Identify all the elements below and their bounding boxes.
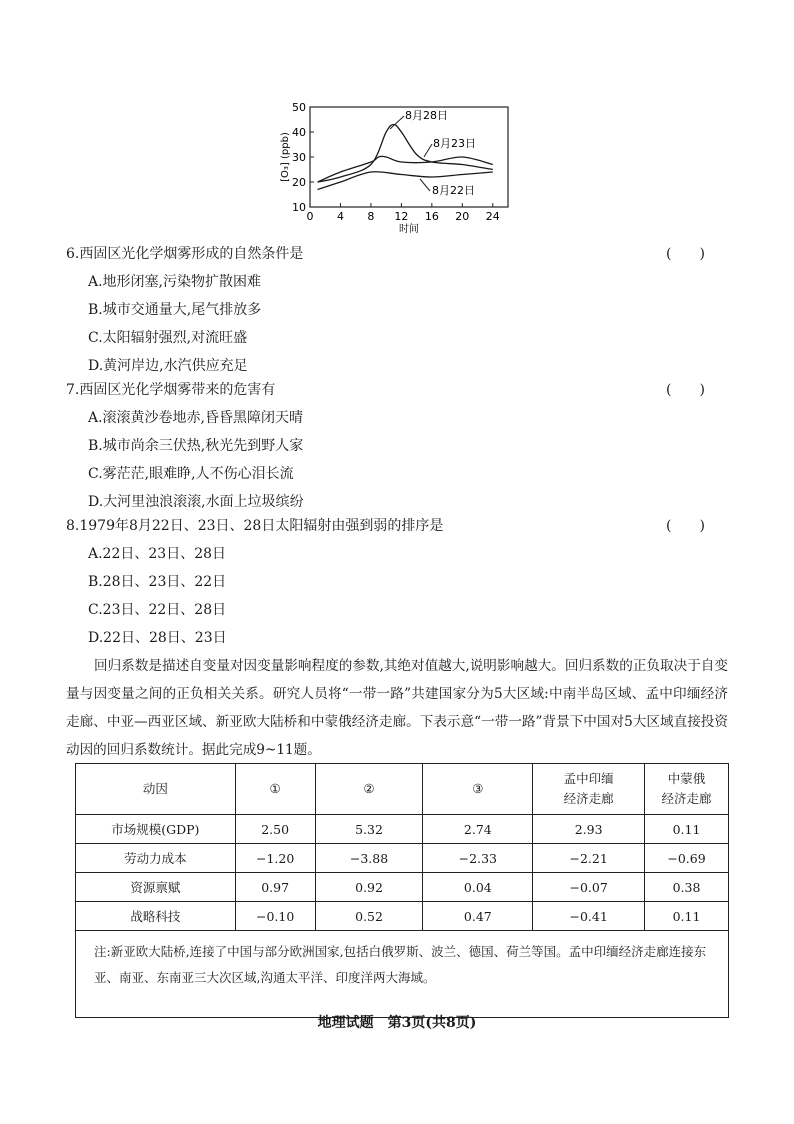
intro-text: 回归系数是描述自变量对因变量影响程度的参数,其绝对值越大,说明影响越大。回归系数的正负取决于自变量与因变量之间的正负相关关系。研究人员将“一带一路”共建国家分为5大区域:中南半岛区域、孟中印缅经济走廊、中亚—西亚区域、新亚欧大陆桥和中蒙俄经济走廊。下表示意“一带一路”背景下中国对5大区域直接投资动因的回归系数统计。据此完成9~11题。	[66, 658, 728, 758]
answer-paren: ( )	[666, 246, 705, 262]
table-cell: 0.47	[423, 902, 533, 931]
table-header-cell: ①	[235, 764, 315, 815]
answer-paren: ( )	[666, 382, 705, 398]
table-cell: 0.97	[235, 873, 315, 902]
table-row	[76, 844, 729, 873]
y-tick-label: 40	[292, 126, 306, 139]
question-8-stem	[66, 516, 705, 536]
question-6-option-B: B.城市交通量大,尾气排放多	[88, 302, 262, 318]
table-cell: 0.38	[645, 873, 729, 902]
x-tick-label: 24	[485, 210, 500, 223]
table-cell: −1.20	[235, 844, 315, 873]
question-7-stem	[66, 380, 705, 400]
question-7-option-B: B.城市尚余三伏热,秋光先到野人家	[88, 438, 304, 454]
question-7-option-A: A.滚滚黄沙卷地赤,昏昏黑障闭天晴	[88, 410, 304, 426]
table-cell: −3.88	[315, 844, 423, 873]
question-6-option-A: A.地形闭塞,污染物扩散困难	[88, 274, 262, 290]
question-stem-text: 8.1979年8月22日、23日、28日太阳辐射由强到弱的排序是	[66, 518, 444, 534]
table-row	[76, 902, 729, 931]
table-cell: −2.33	[423, 844, 533, 873]
x-tick-label: 0	[306, 210, 314, 223]
table-cell: −0.69	[645, 844, 729, 873]
table-cell: 市场规模(GDP)	[76, 815, 236, 844]
table-cell: −0.41	[533, 902, 645, 931]
question-6-option-D: D.黄河岸边,水汽供应充足	[88, 358, 248, 374]
label-aug23-leader	[424, 144, 432, 157]
label-aug22-leader	[420, 179, 430, 191]
answer-paren: ( )	[666, 518, 705, 534]
question-8-option-B: B.28日、23日、22日	[88, 574, 227, 590]
x-axis-label: 时间	[399, 224, 419, 235]
x-tick-label: 8	[367, 210, 375, 223]
table-cell: 0.92	[315, 873, 423, 902]
table-cell: 0.04	[423, 873, 533, 902]
table-note: 注:新亚欧大陆桥,连接了中国与部分欧洲国家,包括白俄罗斯、波兰、德国、荷兰等国。孟中印缅经济走廊连接东亚、南亚、东南亚三大次区域,沟通太平洋、印度洋两大海域。	[76, 931, 729, 1018]
ozone-chart	[262, 95, 522, 235]
question-8-option-A: A.22日、23日、28日	[88, 546, 227, 562]
question-6-stem	[66, 244, 705, 264]
table-header-cell: 孟中印缅 经济走廊	[533, 764, 645, 815]
table-cell: 资源禀赋	[76, 873, 236, 902]
regression-table	[75, 763, 729, 1018]
y-axis-label: [O₃] (ppb)	[280, 132, 291, 182]
table-cell: 劳动力成本	[76, 844, 236, 873]
plot-frame	[310, 107, 508, 207]
table-cell: 2.93	[533, 815, 645, 844]
x-tick-label: 20	[455, 210, 470, 223]
x-tick-label: 16	[424, 210, 439, 223]
x-tick-label: 4	[336, 210, 344, 223]
label-aug22: 8月22日	[432, 184, 475, 197]
y-ticks	[292, 101, 314, 214]
label-aug28: 8月28日	[405, 109, 448, 122]
label-aug23: 8月23日	[433, 137, 476, 150]
x-tick-label: 12	[394, 210, 409, 223]
question-stem-text: 7.西固区光化学烟雾带来的危害有	[66, 382, 276, 398]
intro-paragraph	[66, 652, 728, 764]
table-cell: −2.21	[533, 844, 645, 873]
x-ticks	[307, 203, 500, 223]
y-tick-label: 30	[292, 151, 306, 164]
question-8-option-C: C.23日、22日、28日	[88, 602, 227, 618]
y-tick-label: 50	[292, 101, 306, 114]
y-tick-label: 20	[292, 176, 306, 189]
table-cell: 战略科技	[76, 902, 236, 931]
series-line-aug23	[318, 156, 493, 182]
table-header-cell: ②	[315, 764, 423, 815]
question-7-option-C: C.雾茫茫,眼难睁,人不伤心泪长流	[88, 466, 294, 482]
table-header-cell: ③	[423, 764, 533, 815]
table-row	[76, 815, 729, 844]
y-tick-label: 10	[292, 201, 306, 214]
table-header-cell: 动因	[76, 764, 236, 815]
table-cell: 0.11	[645, 815, 729, 844]
table-header-cell: 中蒙俄 经济走廊	[645, 764, 729, 815]
table-cell: −0.07	[533, 873, 645, 902]
series-line-aug28	[318, 125, 493, 183]
table-cell: 2.74	[423, 815, 533, 844]
series-lines	[318, 125, 493, 190]
table-cell: 0.52	[315, 902, 423, 931]
table-cell: −0.10	[235, 902, 315, 931]
table-cell: 5.32	[315, 815, 423, 844]
table-row	[76, 873, 729, 902]
question-stem-text: 6.西固区光化学烟雾形成的自然条件是	[66, 246, 304, 262]
table-cell: 2.50	[235, 815, 315, 844]
table-cell: 0.11	[645, 902, 729, 931]
table-header-row	[76, 764, 729, 815]
table-note-row	[76, 931, 729, 1018]
page-footer: 地理试题 第3页(共8页)	[317, 1015, 477, 1031]
question-8-option-D: D.22日、28日、23日	[88, 630, 227, 646]
question-6-option-C: C.太阳辐射强烈,对流旺盛	[88, 330, 248, 346]
question-7-option-D: D.大河里浊浪滚滚,水面上垃圾缤纷	[88, 494, 304, 510]
